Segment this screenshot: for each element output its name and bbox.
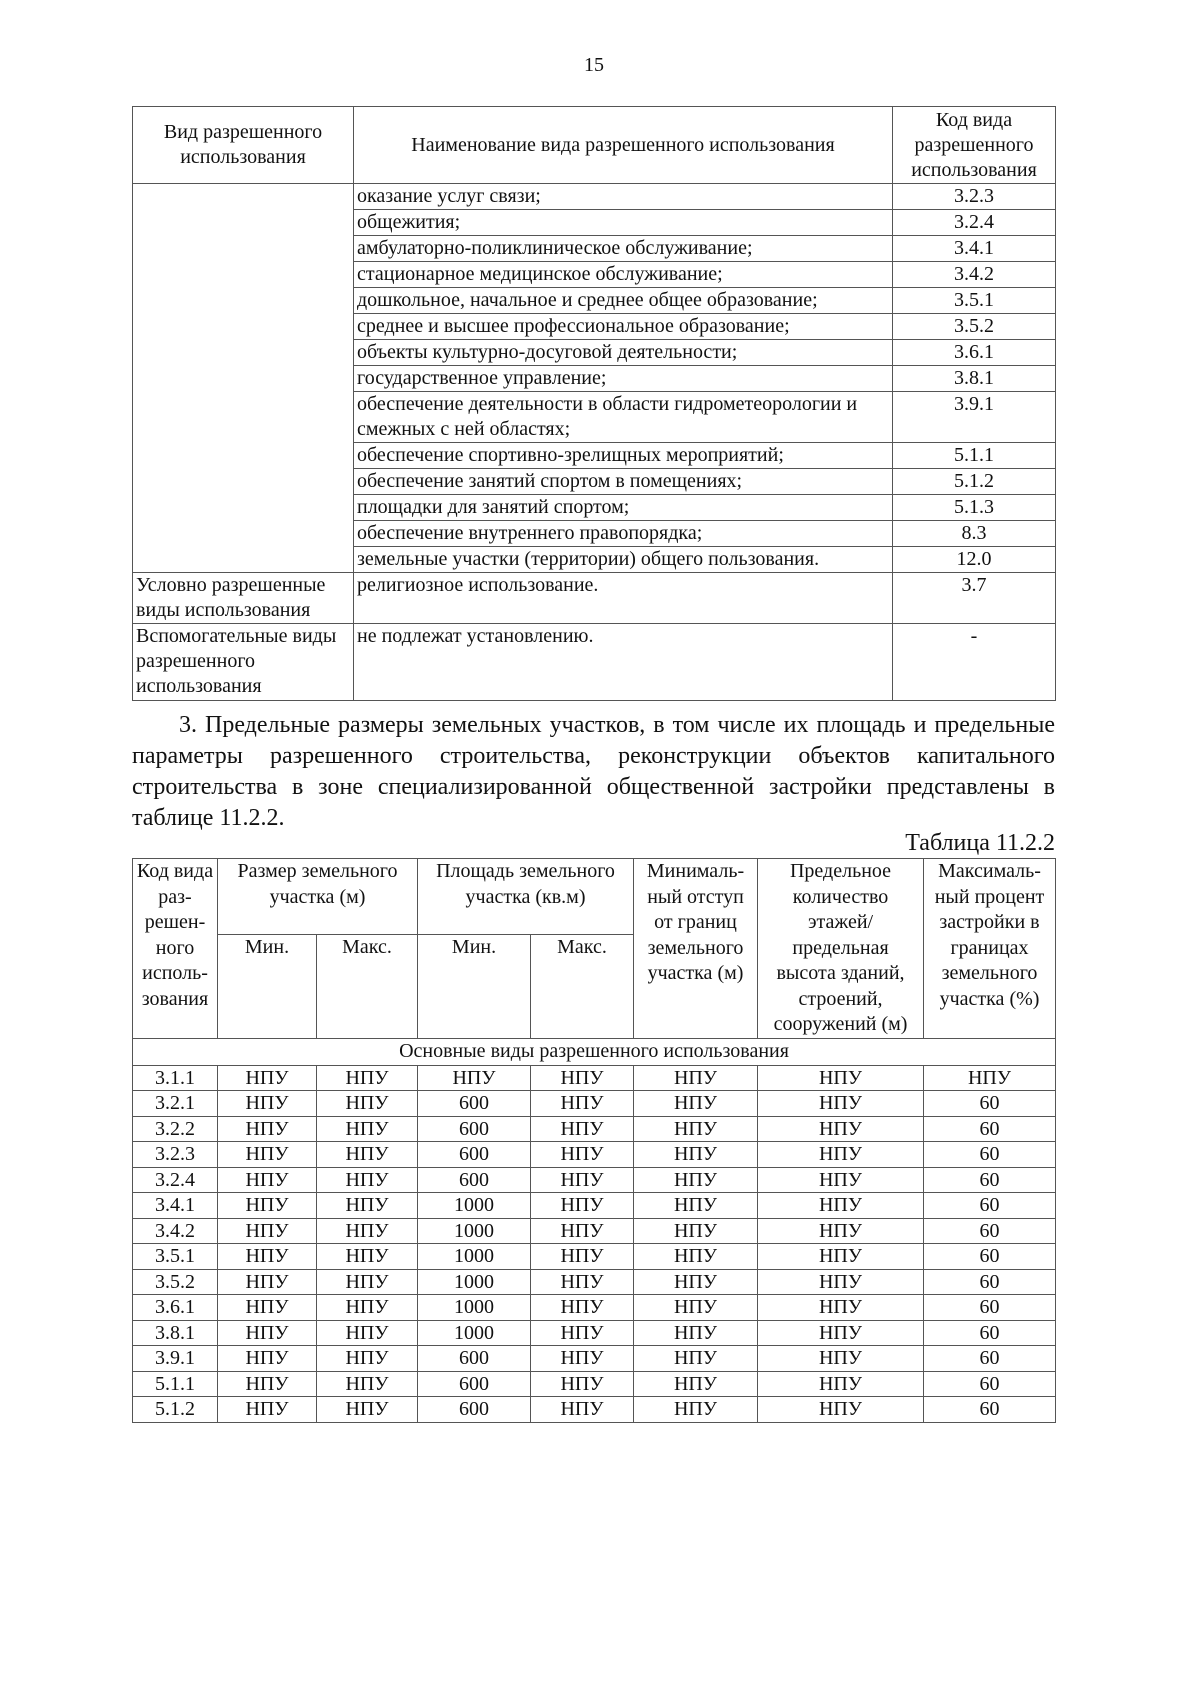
table-row — [133, 1320, 1056, 1346]
table-row — [133, 1218, 1056, 1244]
table-cell: 60 — [924, 1116, 1056, 1142]
code-cell: 3.4.2 — [893, 262, 1056, 288]
table-cell: НПУ — [317, 1346, 418, 1372]
code-cell: 3.7 — [893, 573, 1056, 624]
table-cell: НПУ — [317, 1091, 418, 1117]
table-row — [133, 1346, 1056, 1372]
table-cell: 600 — [418, 1397, 531, 1423]
table-cell: 60 — [924, 1320, 1056, 1346]
table-cell: НПУ — [758, 1269, 924, 1295]
table-cell: 1000 — [418, 1193, 531, 1219]
name-cell: общежития; — [354, 210, 893, 236]
name-cell: площадки для занятий спортом; — [354, 495, 893, 521]
name-cell: обеспечение деятельности в области гидрометеорологии и смежных с ней областях; — [354, 392, 893, 443]
table-cell: 3.2.1 — [133, 1091, 218, 1117]
table-cell: 5.1.1 — [133, 1371, 218, 1397]
table-cell: НПУ — [634, 1091, 758, 1117]
table-cell: НПУ — [634, 1167, 758, 1193]
table-cell: НПУ — [218, 1346, 317, 1372]
table-row — [133, 1269, 1056, 1295]
table-cell: НПУ — [634, 1295, 758, 1321]
header-kind: Вид разрешенного использования — [133, 107, 354, 184]
table-cell: НПУ — [218, 1295, 317, 1321]
code-cell: 3.6.1 — [893, 340, 1056, 366]
table-cell: НПУ — [218, 1320, 317, 1346]
code-cell: 5.1.1 — [893, 443, 1056, 469]
code-cell: 8.3 — [893, 521, 1056, 547]
table-row — [133, 1397, 1056, 1423]
table-cell: НПУ — [317, 1295, 418, 1321]
table-cell: НПУ — [218, 1167, 317, 1193]
table-cell: НПУ — [531, 1167, 634, 1193]
table-cell: НПУ — [758, 1116, 924, 1142]
table-row — [133, 1091, 1056, 1117]
section-row — [133, 1039, 1056, 1066]
table-cell: 600 — [418, 1142, 531, 1168]
table-cell: НПУ — [531, 1193, 634, 1219]
table-cell: НПУ — [218, 1269, 317, 1295]
code-cell: 3.2.4 — [893, 210, 1056, 236]
table-cell: 5.1.2 — [133, 1397, 218, 1423]
table-cell: 3.2.2 — [133, 1116, 218, 1142]
table-cell: 60 — [924, 1193, 1056, 1219]
table-cell: НПУ — [758, 1167, 924, 1193]
name-cell: религиозное использование. — [354, 573, 893, 624]
table-cell: НПУ — [418, 1065, 531, 1091]
code-cell: 5.1.3 — [893, 495, 1056, 521]
table-cell: 3.5.2 — [133, 1269, 218, 1295]
table-cell: 60 — [924, 1397, 1056, 1423]
table-cell: НПУ — [218, 1397, 317, 1423]
code-cell: 3.4.1 — [893, 236, 1056, 262]
table-cell: 60 — [924, 1244, 1056, 1270]
table-cell: НПУ — [317, 1244, 418, 1270]
parameters-table — [132, 858, 1056, 1423]
name-cell: обеспечение спортивно-зрелищных мероприятий; — [354, 443, 893, 469]
name-cell: объекты культурно-досуговой деятельности; — [354, 340, 893, 366]
table-cell: НПУ — [218, 1371, 317, 1397]
table-cell: НПУ — [531, 1116, 634, 1142]
table-cell: НПУ — [758, 1091, 924, 1117]
table-cell: НПУ — [317, 1142, 418, 1168]
table-cell: НПУ — [758, 1244, 924, 1270]
page-number: 15 — [584, 54, 604, 76]
header-setback: Минималь-ный отступ от границ земельного участка (м) — [634, 859, 758, 1039]
table-cell: НПУ — [758, 1320, 924, 1346]
header-floors: Предельное количество этажей/ предельная высота зданий, строений, сооружений (м) — [758, 859, 924, 1039]
table-cell: НПУ — [531, 1065, 634, 1091]
table-row — [133, 1295, 1056, 1321]
table-cell: 600 — [418, 1371, 531, 1397]
table-cell: 600 — [418, 1091, 531, 1117]
table-cell: НПУ — [317, 1116, 418, 1142]
table-cell: НПУ — [634, 1269, 758, 1295]
table-header-row — [133, 859, 1056, 935]
table-cell: НПУ — [218, 1193, 317, 1219]
table-row — [133, 1244, 1056, 1270]
name-cell: не подлежат установлению. — [354, 624, 893, 701]
table-cell: 60 — [924, 1371, 1056, 1397]
table-cell: 60 — [924, 1142, 1056, 1168]
table-cell: 3.4.1 — [133, 1193, 218, 1219]
kind-cell: Условно разрешенные виды использования — [133, 573, 354, 624]
table-cell: НПУ — [218, 1218, 317, 1244]
table-cell: НПУ — [218, 1065, 317, 1091]
header-plot-area: Площадь земельного участка (кв.м) — [418, 859, 634, 935]
table-cell: НПУ — [317, 1167, 418, 1193]
table-cell: НПУ — [218, 1244, 317, 1270]
name-cell: земельные участки (территории) общего пользования. — [354, 547, 893, 573]
name-cell: оказание услуг связи; — [354, 184, 893, 210]
table-cell: НПУ — [924, 1065, 1056, 1091]
table-header-row — [133, 107, 1056, 184]
name-cell: государственное управление; — [354, 366, 893, 392]
table-cell: НПУ — [531, 1244, 634, 1270]
table-cell: НПУ — [531, 1397, 634, 1423]
table-cell: НПУ — [531, 1218, 634, 1244]
table-cell: 600 — [418, 1167, 531, 1193]
table-cell: НПУ — [634, 1116, 758, 1142]
table-row — [133, 1167, 1056, 1193]
header-code: Код вида раз-решен-ного исполь-зования — [133, 859, 218, 1039]
table-cell: НПУ — [317, 1218, 418, 1244]
code-cell: - — [893, 624, 1056, 701]
table-cell: 1000 — [418, 1218, 531, 1244]
table-cell: НПУ — [634, 1346, 758, 1372]
name-cell: обеспечение внутреннего правопорядка; — [354, 521, 893, 547]
table-cell: НПУ — [317, 1193, 418, 1219]
table-cell: НПУ — [634, 1371, 758, 1397]
code-cell: 3.5.2 — [893, 314, 1056, 340]
table-cell: НПУ — [531, 1320, 634, 1346]
table-cell: НПУ — [758, 1371, 924, 1397]
table-cell: НПУ — [531, 1091, 634, 1117]
table-row — [133, 1065, 1056, 1091]
name-cell: обеспечение занятий спортом в помещениях; — [354, 469, 893, 495]
code-cell: 3.5.1 — [893, 288, 1056, 314]
table-cell: НПУ — [758, 1295, 924, 1321]
table-cell: НПУ — [218, 1091, 317, 1117]
table-row — [133, 1142, 1056, 1168]
table-cell: НПУ — [218, 1116, 317, 1142]
table-cell: 3.1.1 — [133, 1065, 218, 1091]
table-cell: 60 — [924, 1167, 1056, 1193]
table-cell: 3.9.1 — [133, 1346, 218, 1372]
table-cell: НПУ — [758, 1397, 924, 1423]
section-title: Основные виды разрешенного использования — [133, 1039, 1056, 1066]
header-area-min: Мин. — [418, 935, 531, 1039]
code-cell: 3.9.1 — [893, 392, 1056, 443]
table-cell: НПУ — [758, 1218, 924, 1244]
table-cell: НПУ — [634, 1142, 758, 1168]
table-cell: НПУ — [634, 1397, 758, 1423]
table-cell: 3.8.1 — [133, 1320, 218, 1346]
table-row — [133, 1371, 1056, 1397]
table-row — [133, 1116, 1056, 1142]
table-cell: 3.6.1 — [133, 1295, 218, 1321]
table-cell: 1000 — [418, 1295, 531, 1321]
table-cell: 60 — [924, 1295, 1056, 1321]
table-cell: НПУ — [634, 1320, 758, 1346]
table-cell: НПУ — [758, 1142, 924, 1168]
code-cell: 3.8.1 — [893, 366, 1056, 392]
table-cell: НПУ — [531, 1295, 634, 1321]
table-cell: 60 — [924, 1218, 1056, 1244]
paragraph: 3. Предельные размеры земельных участков, в том числе их площадь и предельные параметры разрешенного строительства, реконструкции объектов капитального строительства в зоне специализированной общественной застройки представлены в таблице 11.2.2. — [132, 712, 1055, 831]
table-cell: НПУ — [758, 1193, 924, 1219]
name-cell: дошкольное, начальное и среднее общее образование; — [354, 288, 893, 314]
table-cell: 3.2.3 — [133, 1142, 218, 1168]
table-row-auxiliary — [133, 624, 1056, 701]
table-cell: НПУ — [218, 1142, 317, 1168]
name-cell: стационарное медицинское обслуживание; — [354, 262, 893, 288]
table-cell: 1000 — [418, 1269, 531, 1295]
table-cell: 3.2.4 — [133, 1167, 218, 1193]
name-cell: среднее и высшее профессиональное образование; — [354, 314, 893, 340]
table-cell: НПУ — [317, 1269, 418, 1295]
table-cell: НПУ — [531, 1371, 634, 1397]
table-cell: НПУ — [634, 1218, 758, 1244]
table-cell: 3.5.1 — [133, 1244, 218, 1270]
table-cell: НПУ — [531, 1142, 634, 1168]
table-cell: НПУ — [317, 1371, 418, 1397]
header-size-min: Мин. — [218, 935, 317, 1039]
table-cell: НПУ — [634, 1193, 758, 1219]
table-cell: НПУ — [531, 1346, 634, 1372]
table-cell: НПУ — [317, 1065, 418, 1091]
code-cell: 5.1.2 — [893, 469, 1056, 495]
header-coverage: Максималь-ный процент застройки в границах земельного участка (%) — [924, 859, 1056, 1039]
permitted-use-table — [132, 106, 1056, 701]
header-plot-size: Размер земельного участка (м) — [218, 859, 418, 935]
table-cell: НПУ — [758, 1065, 924, 1091]
table-cell: НПУ — [531, 1269, 634, 1295]
table-cell: НПУ — [758, 1346, 924, 1372]
name-cell: амбулаторно-поликлиническое обслуживание; — [354, 236, 893, 262]
kind-cell-empty — [133, 184, 354, 573]
table-caption: Таблица 11.2.2 — [905, 830, 1055, 856]
kind-cell: Вспомогательные виды разрешенного использования — [133, 624, 354, 701]
table-cell: 1000 — [418, 1320, 531, 1346]
table-cell: 1000 — [418, 1244, 531, 1270]
table-cell: НПУ — [634, 1065, 758, 1091]
code-cell: 3.2.3 — [893, 184, 1056, 210]
table-cell: 600 — [418, 1346, 531, 1372]
code-cell: 12.0 — [893, 547, 1056, 573]
table-cell: 60 — [924, 1091, 1056, 1117]
table-cell: 60 — [924, 1346, 1056, 1372]
table-cell: НПУ — [634, 1244, 758, 1270]
header-area-max: Макс. — [531, 935, 634, 1039]
table-row-conditional — [133, 573, 1056, 624]
table-cell: 3.4.2 — [133, 1218, 218, 1244]
table-cell: 600 — [418, 1116, 531, 1142]
table-row — [133, 184, 1056, 210]
table-row — [133, 1193, 1056, 1219]
header-name: Наименование вида разрешенного использования — [354, 107, 893, 184]
header-size-max: Макс. — [317, 935, 418, 1039]
table-cell: НПУ — [317, 1320, 418, 1346]
table-cell: НПУ — [317, 1397, 418, 1423]
header-code: Код вида разрешенного использования — [893, 107, 1056, 184]
table-cell: 60 — [924, 1269, 1056, 1295]
